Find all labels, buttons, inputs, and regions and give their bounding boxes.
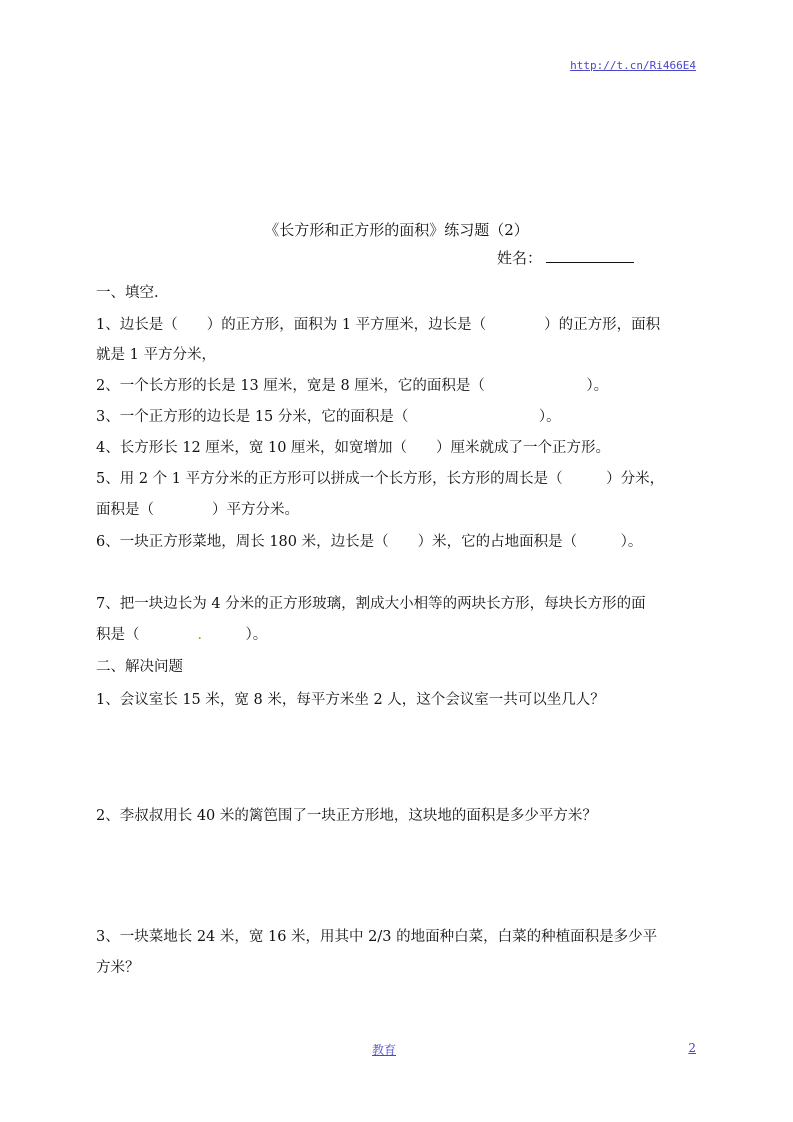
- question-7-line-1: 7、把一块边长为 4 分米的正方形玻璃，割成大小相等的两块长方形，每块长方形的面: [96, 596, 646, 612]
- problem-3-line-2: 方米？: [96, 960, 140, 976]
- question-7-line-2: [96, 623, 267, 644]
- question-1-line-1: 1、边长是（ ）的正方形，面积为 1 平方厘米，边长是（ ）的正方形，面积: [96, 317, 661, 333]
- worksheet-title: 《长方形和正方形的面积》练习题（2）: [264, 221, 529, 239]
- question-7-line-2-end: ）。: [201, 627, 268, 643]
- question-3: 3、一个正方形的边长是 15 分米，它的面积是（ ）。: [96, 409, 561, 425]
- problem-1: 1、会议室长 15 米，宽 8 米，每平方米坐 2 人，这个会议室一共可以坐几人？: [96, 692, 605, 708]
- header-source-link[interactable]: http://t.cn/Ri466E4: [570, 59, 696, 72]
- question-6: 6、一块正方形菜地，周长 180 米，边长是（ ）米，它的占地面积是（ ）。: [96, 534, 643, 550]
- footer-page-number[interactable]: 2: [688, 1041, 696, 1055]
- question-7-line-2-start: 积是（: [96, 627, 198, 643]
- name-field: [497, 247, 634, 268]
- question-7-mark: .: [197, 627, 202, 643]
- question-5-line-1: 5、用 2 个 1 平方分米的正方形可以拼成一个长方形，长方形的周长是（ ）分米，: [96, 471, 665, 487]
- name-label: 姓名：: [497, 249, 543, 267]
- question-2: 2、一个长方形的长是 13 厘米，宽是 8 厘米，它的面积是（ ）。: [96, 378, 609, 394]
- problem-3-line-1: 3、一块菜地长 24 米，宽 16 米，用其中 2/3 的地面种白菜，白菜的种植面积是多少平: [96, 929, 658, 945]
- question-1-line-2: 就是 1 平方分米，: [96, 347, 216, 363]
- name-blank-line: [546, 247, 634, 263]
- question-5-line-2: 面积是（ ）平方分米。: [96, 502, 299, 518]
- footer-education-link[interactable]: 教育: [372, 1043, 397, 1057]
- section-solve-problems-heading: 二、解决问题: [96, 659, 183, 675]
- question-4: 4、长方形长 12 厘米，宽 10 厘米，如宽增加（ ）厘米就成了一个正方形。: [96, 440, 611, 456]
- problem-2: 2、李叔叔用长 40 米的篱笆围了一块正方形地，这块地的面积是多少平方米？: [96, 808, 597, 824]
- section-fill-in-heading: 一、填空.: [96, 285, 159, 301]
